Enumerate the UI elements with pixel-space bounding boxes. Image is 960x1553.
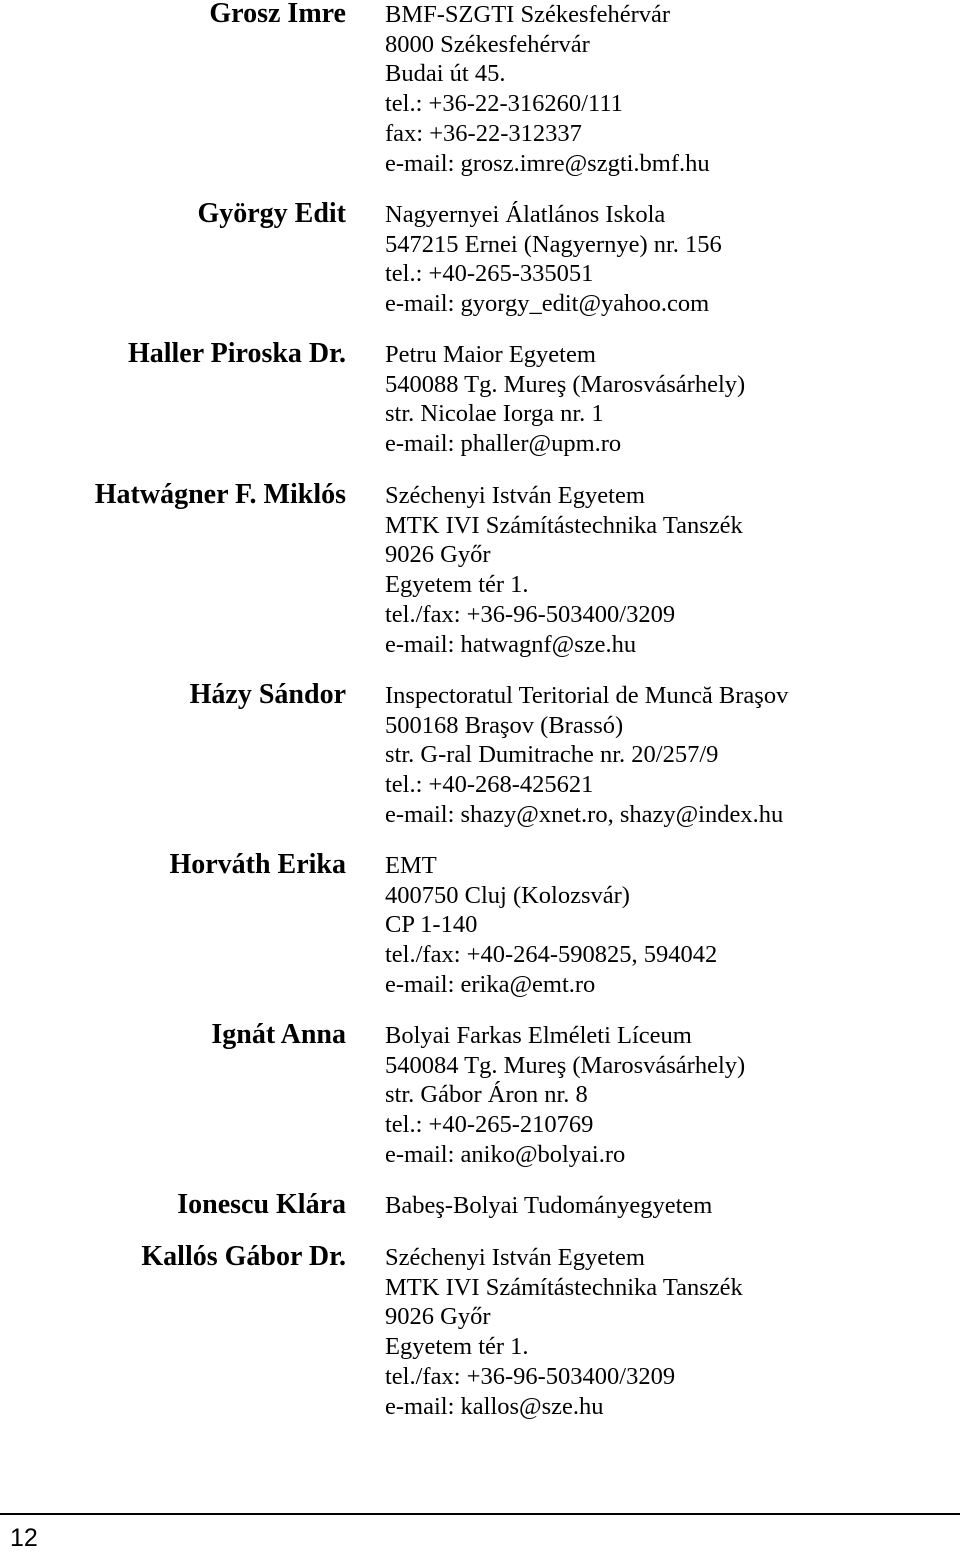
page-number: 12 [10, 1524, 38, 1552]
person-name: Házy Sándor [189, 679, 346, 710]
contact-line: tel.: +40-265-335051 [385, 260, 594, 288]
person-name: Horváth Erika [169, 849, 346, 880]
contact-line: e-mail: gyorgy_edit@yahoo.com [385, 290, 710, 318]
contact-line: 547215 Ernei (Nagyernye) nr. 156 [385, 230, 722, 258]
contact-line: str. Nicolae Iorga nr. 1 [385, 400, 604, 428]
contact-line: Nagyernyei Álatlános Iskola [385, 201, 666, 228]
contact-line: Babeş-Bolyai Tudományegyetem [385, 1192, 713, 1219]
contact-line: Budai út 45. [385, 60, 506, 88]
contact-line: tel.: +40-268-425621 [385, 771, 594, 799]
contact-line: e-mail: hatwagnf@sze.hu [385, 630, 637, 658]
person-name: Hatwágner F. Miklós [94, 479, 346, 510]
contact-line: e-mail: aniko@bolyai.ro [385, 1140, 626, 1168]
contact-line: Széchenyi István Egyetem [385, 482, 645, 509]
contact-line: tel.: +40-265-210769 [385, 1111, 594, 1139]
contact-line: Egyetem tér 1. [385, 1333, 529, 1361]
contact-line: MTK IVI Számítástechnika Tanszék [385, 1273, 743, 1301]
contact-details [385, 340, 745, 459]
person-name: Ignát Anna [211, 1019, 346, 1050]
contact-line: str. Gábor Áron nr. 8 [385, 1081, 588, 1109]
contact-line: Bolyai Farkas Elméleti Líceum [385, 1022, 692, 1049]
contact-line: tel./fax: +40-264-590825, 594042 [385, 941, 718, 969]
person-name: Kallós Gábor Dr. [141, 1241, 346, 1272]
contact-line: tel.: +36-22-316260/111 [385, 90, 623, 118]
contact-details [385, 1191, 712, 1221]
contact-line: CP 1-140 [385, 911, 478, 939]
contact-line: BMF-SZGTI Székesfehérvár [385, 1, 671, 28]
contact-line: e-mail: erika@emt.ro [385, 970, 596, 998]
person-name: György Edit [197, 198, 346, 229]
contact-details [385, 200, 722, 319]
contact-line: tel./fax: +36-96-503400/3209 [385, 1362, 676, 1390]
contact-line: 9026 Győr [385, 1303, 491, 1331]
contact-line: 540088 Tg. Mureş (Marosvásárhely) [385, 370, 746, 398]
contact-line: e-mail: kallos@sze.hu [385, 1392, 604, 1420]
contact-line: 500168 Braşov (Brassó) [385, 711, 624, 739]
contact-details [385, 1021, 745, 1170]
contact-line: 9026 Győr [385, 541, 491, 569]
contact-details [385, 0, 710, 178]
contact-line: Petru Maior Egyetem [385, 341, 596, 368]
person-name: Grosz Imre [209, 0, 346, 29]
contact-line: MTK IVI Számítástechnika Tanszék [385, 511, 743, 539]
contact-line: tel./fax: +36-96-503400/3209 [385, 600, 676, 628]
contact-line: Egyetem tér 1. [385, 571, 529, 599]
contact-line: e-mail: phaller@upm.ro [385, 430, 622, 458]
contact-line: 400750 Cluj (Kolozsvár) [385, 881, 630, 909]
footer-rule [0, 1513, 960, 1515]
person-name: Ionescu Klára [177, 1189, 346, 1220]
contact-line: str. G-ral Dumitrache nr. 20/257/9 [385, 741, 719, 769]
contact-line: 8000 Székesfehérvár [385, 30, 590, 58]
contact-line: fax: +36-22-312337 [385, 119, 582, 147]
contact-line: Inspectoratul Teritorial de Muncă Braşov [385, 682, 789, 709]
contact-details [385, 1243, 743, 1421]
contact-details [385, 681, 788, 830]
contact-line: e-mail: grosz.imre@szgti.bmf.hu [385, 149, 710, 177]
person-name: Haller Piroska Dr. [127, 338, 346, 369]
contact-details [385, 481, 743, 659]
contact-line: e-mail: shazy@xnet.ro, shazy@index.hu [385, 800, 784, 828]
contact-line: 540084 Tg. Mureş (Marosvásárhely) [385, 1051, 746, 1079]
contact-line: EMT [385, 852, 437, 879]
contact-details [385, 851, 717, 1000]
contact-line: Széchenyi István Egyetem [385, 1244, 645, 1271]
